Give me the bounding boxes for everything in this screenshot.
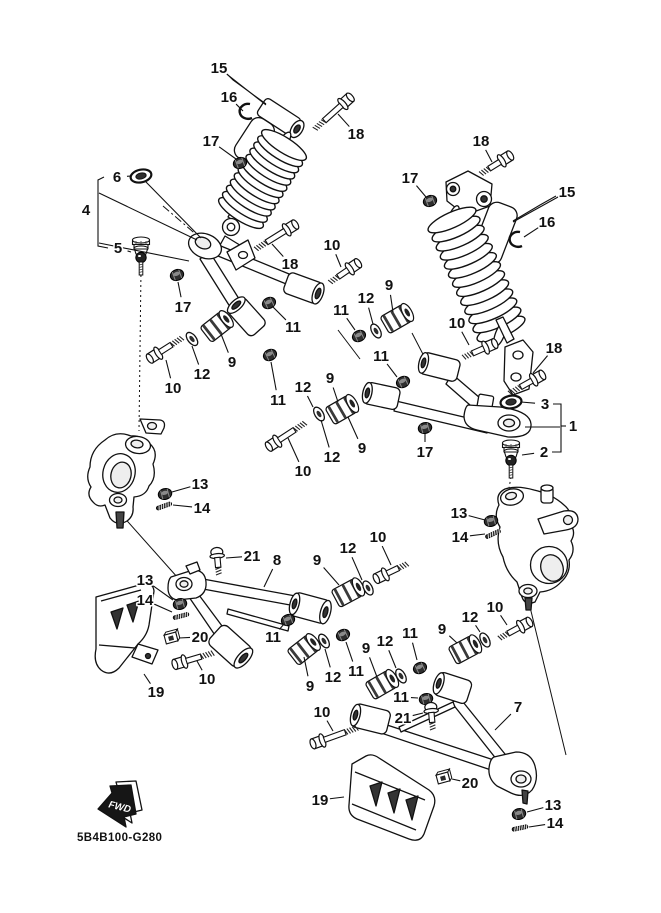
leader-line [522,453,534,455]
hex-nut [169,268,185,283]
seal-ring [500,394,523,409]
leader-line [413,713,423,716]
leader-line [469,516,485,520]
callout-label-9: 9 [227,354,237,371]
callout-label-19: 19 [311,792,329,809]
callout-label-7: 7 [513,699,523,716]
leader-line [390,295,393,312]
leader-line [348,417,358,439]
coil-springs-layer [215,125,528,347]
callout-label-14: 14 [136,592,154,609]
leader-line [325,649,330,667]
leader-line [529,825,545,827]
leader-line [197,661,202,670]
callout-label-11: 11 [285,319,301,336]
connector-line [509,477,511,488]
callout-label-10: 10 [313,704,331,721]
hex-bolt [371,557,411,586]
callout-label-16: 16 [220,89,238,106]
callout-label-10: 10 [164,380,182,397]
callout-label-2: 2 [539,444,549,461]
hex-nut [351,328,368,344]
leader-line [221,334,228,353]
leader-line [330,797,344,799]
callout-label-14: 14 [546,815,564,832]
callout-label-1: 1 [568,418,578,435]
callout-label-9: 9 [325,370,335,387]
leader-line [321,420,329,447]
leader-line [449,636,457,643]
leader-line [172,487,190,492]
callout-label-17: 17 [202,133,220,150]
connector-line [139,270,141,431]
callout-label-10: 10 [323,237,341,254]
washer [184,330,200,347]
bushing [331,576,367,608]
callout-label-4: 4 [81,202,91,219]
leader-line [527,808,543,812]
leader-line [271,362,276,390]
leader-line [352,557,362,580]
seal-ring [129,168,152,185]
ball-joint [133,237,150,275]
leader-line [346,642,353,662]
leader-line [324,568,339,585]
washer [369,322,384,339]
leader-line [128,251,131,252]
leader-line [192,346,199,365]
bushing [448,633,484,665]
callout-label-12: 12 [193,366,211,383]
hex-bolt [477,148,516,180]
callout-label-10: 10 [448,315,466,332]
shock-clip-icon [240,104,252,119]
callout-label-14: 14 [193,500,211,517]
callout-label-9: 9 [312,552,322,569]
callout-label-18: 18 [347,126,365,143]
bracket-4 [98,177,108,248]
bushing [380,302,416,335]
shock-clip-icon [510,232,522,247]
callout-label-17: 17 [401,170,419,187]
callout-label-10: 10 [198,671,216,688]
hex-nut [157,487,173,501]
callout-label-15: 15 [210,60,228,77]
leader-line [462,332,469,345]
callout-label-5: 5 [113,240,123,257]
callout-label-12: 12 [294,379,312,396]
leader-line [452,779,460,781]
callout-label-21: 21 [394,710,412,727]
leader-line [333,387,338,402]
skid-plate-right [349,755,435,840]
callout-label-9: 9 [384,277,394,294]
connector-line [530,607,566,755]
leader-line [144,674,150,684]
callout-label-10: 10 [294,463,312,480]
callout-label-12: 12 [376,633,394,650]
right-steering-knuckle [496,485,578,610]
callout-label-12: 12 [324,669,342,686]
fwd-arrow [98,781,142,827]
callout-label-6: 6 [112,169,122,186]
hex-nut [511,807,527,821]
hex-nut [422,194,438,209]
callout-label-14: 14 [451,529,469,546]
callout-label-15: 15 [558,184,576,201]
leader-line [166,360,171,378]
callout-label-12: 12 [357,290,375,307]
washer [311,405,326,422]
leader-line [173,505,192,507]
left-upper-arm [185,229,327,338]
callout-label-9: 9 [437,621,447,638]
callout-label-9: 9 [357,440,367,457]
hex-bolt [496,615,535,645]
flange-bolt [209,547,226,576]
callout-label-17: 17 [416,444,434,461]
callout-label-11: 11 [393,689,409,706]
leader-line [521,402,535,403]
callout-label-10: 10 [369,529,387,546]
leader-line [495,714,511,730]
leader-line [476,625,480,632]
callout-label-13: 13 [136,572,154,589]
leader-line [307,396,313,407]
callout-label-17: 17 [174,299,192,316]
callout-label-11: 11 [348,663,364,680]
callout-label-11: 11 [265,629,281,646]
callout-label-20: 20 [191,629,209,646]
leader-line [179,637,190,638]
leader-line [470,534,485,536]
callout-label-11: 11 [333,302,349,319]
leader-line [370,657,377,677]
clip-nut [435,769,452,784]
callout-label-12: 12 [461,609,479,626]
part-code: 5B4B100-G280 [77,832,163,844]
leader-line [219,147,236,159]
callout-label-21: 21 [243,548,261,565]
leader-line [413,643,417,660]
callout-label-18: 18 [545,340,563,357]
callout-label-11: 11 [402,625,418,642]
bracket-1 [552,404,561,452]
leader-line [226,557,242,558]
callout-label-9: 9 [305,678,315,695]
callout-label-12: 12 [323,449,341,466]
grease-screw [173,612,190,621]
hex-bolt [326,256,364,288]
leader-line [288,438,299,462]
leader-line [336,254,341,267]
hex-nut [412,660,429,676]
leader-line [501,615,507,625]
callout-label-11: 11 [270,392,286,409]
callout-label-12: 12 [339,540,357,557]
ball-joint [503,440,520,478]
leader-line [486,150,492,162]
clip-nut [163,629,180,644]
callout-label-10: 10 [486,599,504,616]
grease-screw [512,824,529,832]
leader-line [327,721,333,731]
hex-bolt [144,332,186,366]
callout-label-11: 11 [373,348,389,365]
hex-nut [417,421,433,435]
callout-label-13: 13 [544,797,562,814]
leader-line [382,546,391,565]
connector-line [121,514,178,578]
hex-bolt [170,646,215,672]
hex-nut [335,627,352,643]
leader-line [389,650,396,668]
fwd-label: FWD [107,799,132,816]
callout-label-13: 13 [450,505,468,522]
leader-line [154,604,172,612]
leader-line [347,318,355,330]
callout-label-18: 18 [472,133,490,150]
left-steering-knuckle [88,419,165,528]
hex-nut [262,347,279,363]
leader-line [273,307,286,320]
leader-line [178,282,181,297]
callout-label-20: 20 [461,775,479,792]
grease-screw [156,501,173,511]
leader-line [416,186,426,197]
hex-bolt [263,417,309,454]
callout-label-18: 18 [281,256,299,273]
callout-label-8: 8 [272,552,282,569]
leader-line [387,364,397,377]
leader-line [338,114,349,127]
callout-label-9: 9 [361,640,371,657]
leader-line [369,308,373,324]
callout-label-13: 13 [191,476,209,493]
callout-label-3: 3 [540,396,550,413]
leader-line [524,227,539,237]
callout-label-19: 19 [147,684,165,701]
callout-label-16: 16 [538,214,556,231]
leader-line [264,569,273,587]
leader-line [272,244,283,257]
bushing [325,393,361,426]
